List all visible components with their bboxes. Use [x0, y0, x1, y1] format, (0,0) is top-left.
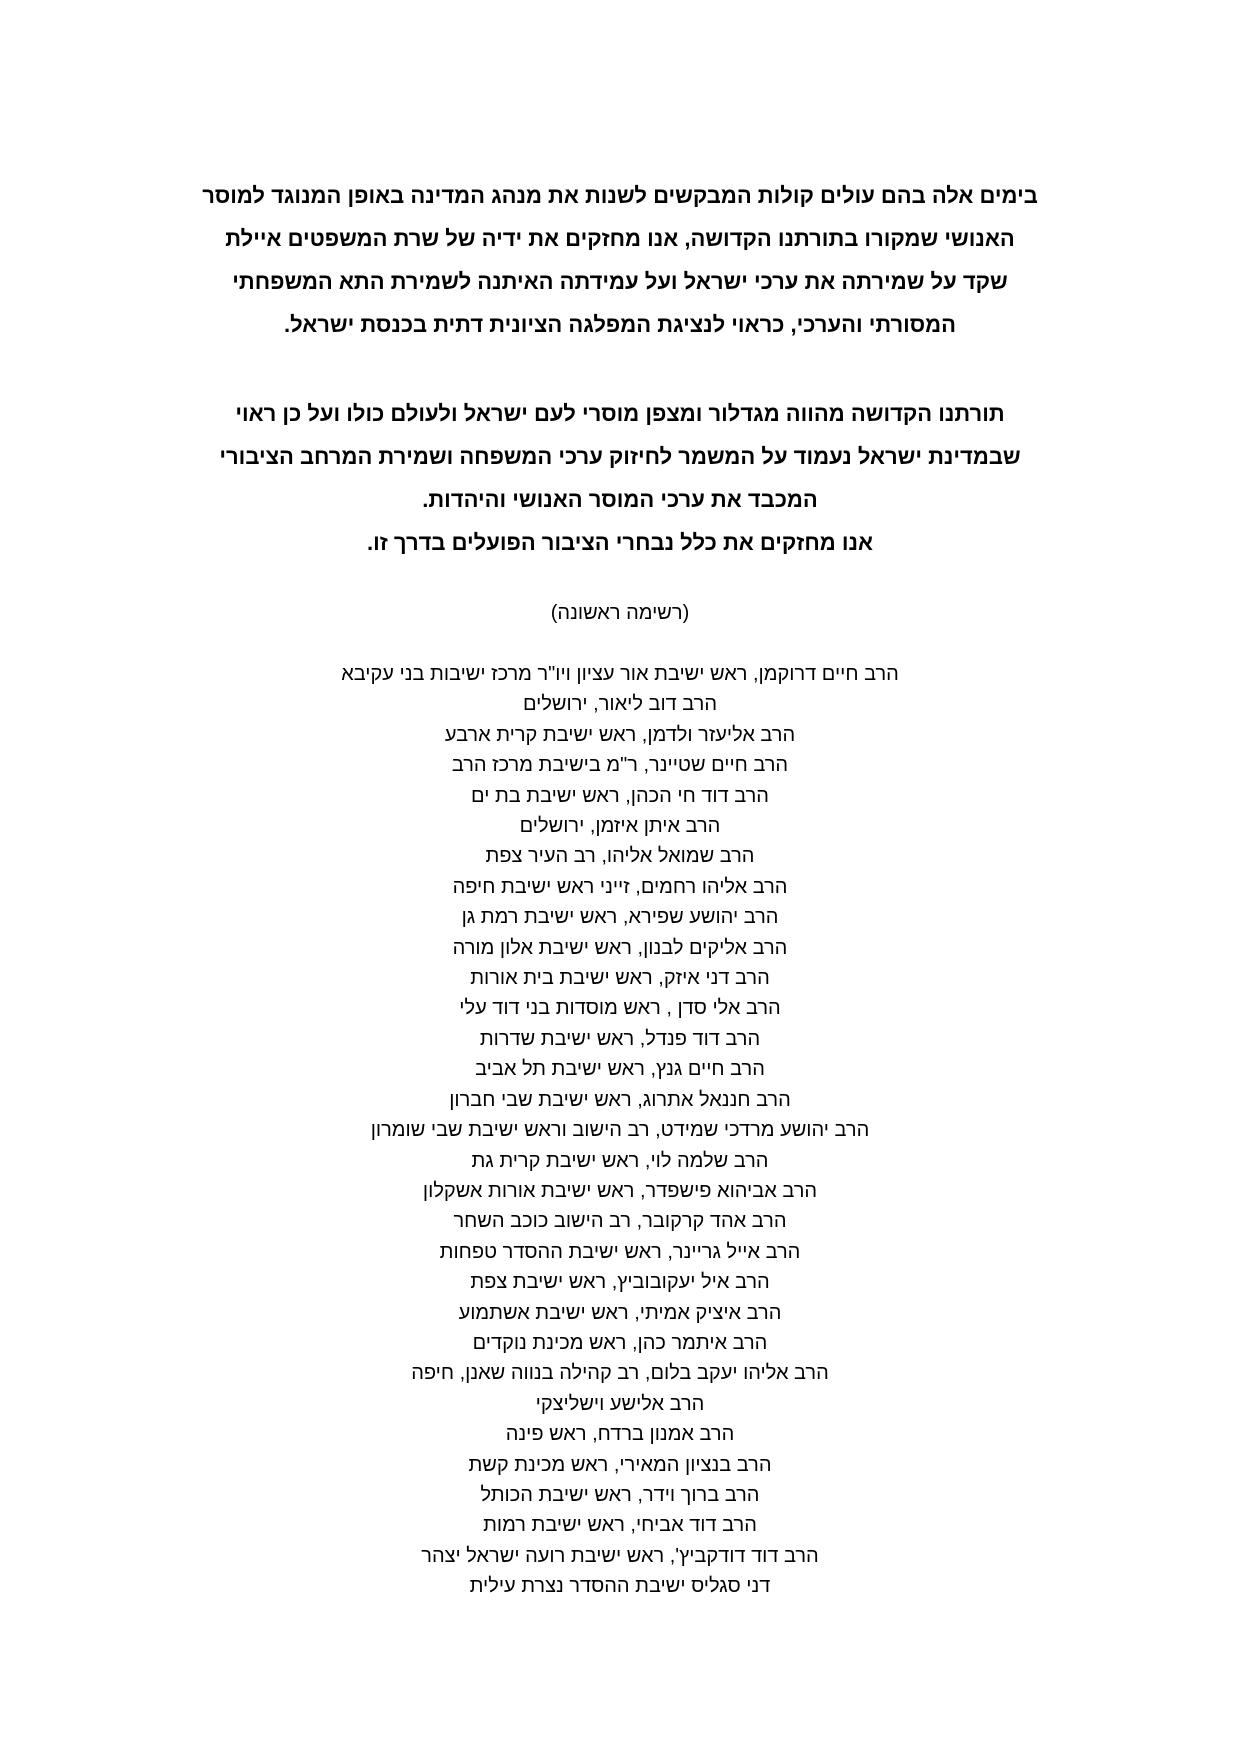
statement-line: בימים אלה בהם עולים קולות המבקשים לשנות את מנהג המדינה באופן המנוגד למוסר — [202, 183, 1038, 208]
statement-paragraph-2 — [150, 392, 1090, 564]
statement-line: שבמדינת ישראל נעמוד על המשמר לחיזוק ערכי המשפחה ושמירת המרחב הציבורי — [219, 444, 1021, 469]
statement-line: המסורתי והערכי, כראוי לנציגת המפלגה הציונית דתית בכנסת ישראל. — [284, 312, 956, 337]
statement-line: אנו מחזקים את כלל נבחרי הציבור הפועלים בדרך זו. — [367, 530, 873, 555]
signatory-entry: הרב איתמר כהן, ראש מכינת נוקדים — [472, 1331, 768, 1354]
signatory-entry: הרב דוד אביחי, ראש ישיבת רמות — [483, 1514, 757, 1537]
signatory-entry: הרב אליקים לבנון, ראש ישיבת אלון מורה — [452, 936, 788, 959]
signatory-entry: הרב אהד קרקובר, רב הישוב כוכב השחר — [453, 1210, 787, 1233]
signatory-entry: הרב דוב ליאור, ירושלים — [522, 693, 718, 716]
signatory-entry: הרב אמנון ברדח, ראש פינה — [505, 1423, 735, 1446]
list-heading: (רשימה ראשונה) — [550, 602, 690, 624]
signatory-entry: הרב שלמה לוי, ראש ישיבת קרית גת — [471, 1149, 769, 1172]
signatory-entry: הרב חננאל אתרוג, ראש ישיבת שבי חברון — [449, 1088, 791, 1111]
signatory-entry: הרב ברוך וידר, ראש ישיבת הכותל — [480, 1483, 760, 1506]
signatory-entry: הרב אלי סדן , ראש מוסדות בני דוד עלי — [459, 997, 781, 1020]
signatory-entry: הרב יהושע שפירא, ראש ישיבת רמת גן — [461, 906, 779, 929]
signatory-entry: הרב יהושע מרדכי שמידט, רב הישוב וראש ישיבת שבי שומרון — [370, 1119, 870, 1142]
signatory-entry: הרב אליהו יעקב בלום, רב קהילה בנווה שאנן, חיפה — [411, 1362, 829, 1385]
signatory-entry: הרב דוד דודקביץ', ראש ישיבת רועה ישראל יצהר — [421, 1544, 819, 1567]
signatories-list — [150, 659, 1090, 1602]
statement-line: המכבד את ערכי המוסר האנושי והיהדות. — [422, 487, 818, 512]
signatory-entry: הרב שמואל אליהו, רב העיר צפת — [485, 845, 755, 868]
signatory-entry: הרב דוד פנדל, ראש ישיבת שדרות — [479, 1027, 761, 1050]
signatory-entry: הרב איציק אמיתי, ראש ישיבת אשתמוע — [458, 1301, 782, 1324]
signatory-entry: הרב חיים שטיינר, ר"מ בישיבת מרכז הרב — [451, 754, 789, 777]
statement-line: תורתנו הקדושה מהווה מגדלור ומצפן מוסרי לעם ישראל ולעולם כולו ועל כן ראוי — [235, 401, 1005, 426]
signatory-entry: הרב חיים דרוקמן, ראש ישיבת אור עציון ויו"ר מרכז ישיבות בני עקיבא — [341, 663, 899, 685]
statement-paragraph-1 — [150, 174, 1090, 346]
signatory-entry: הרב חיים גנץ, ראש ישיבת תל אביב — [475, 1058, 765, 1081]
signatory-entry: הרב אביהוא פישפדר, ראש ישיבת אורות אשקלון — [422, 1179, 818, 1202]
statement-line: שקד על שמירתה את ערכי ישראל ועל עמידתה האיתנה לשמירת התא המשפחתי — [232, 269, 1008, 294]
signatory-entry: הרב אייל גריינר, ראש ישיבת ההסדר טפחות — [439, 1240, 801, 1263]
signatory-entry: דני סגליס ישיבת ההסדר נצרת עילית — [469, 1575, 771, 1598]
signatory-entry: הרב איל יעקובוביץ, ראש ישיבת צפת — [470, 1271, 770, 1294]
statement-line: האנושי שמקורו בתורתנו הקדושה, אנו מחזקים את ידיה של שרת המשפטים איילת — [225, 226, 1015, 251]
signatory-entry: הרב אליהו רחמים, זייני ראש ישיבת חיפה — [452, 875, 788, 898]
signatory-entry: הרב איתן איזמן, ירושלים — [519, 815, 721, 838]
signatory-entry: הרב דני איזק, ראש ישיבת בית אורות — [470, 967, 770, 990]
signatory-entry: הרב בנציון המאירי, ראש מכינת קשת — [468, 1453, 772, 1476]
signatory-entry: הרב דוד חי הכהן, ראש ישיבת בת ים — [471, 784, 769, 807]
signatory-entry: הרב אליעזר ולדמן, ראש ישיבת קרית ארבע — [444, 723, 796, 746]
signatory-entry: הרב אלישע וישליצקי — [535, 1392, 705, 1415]
